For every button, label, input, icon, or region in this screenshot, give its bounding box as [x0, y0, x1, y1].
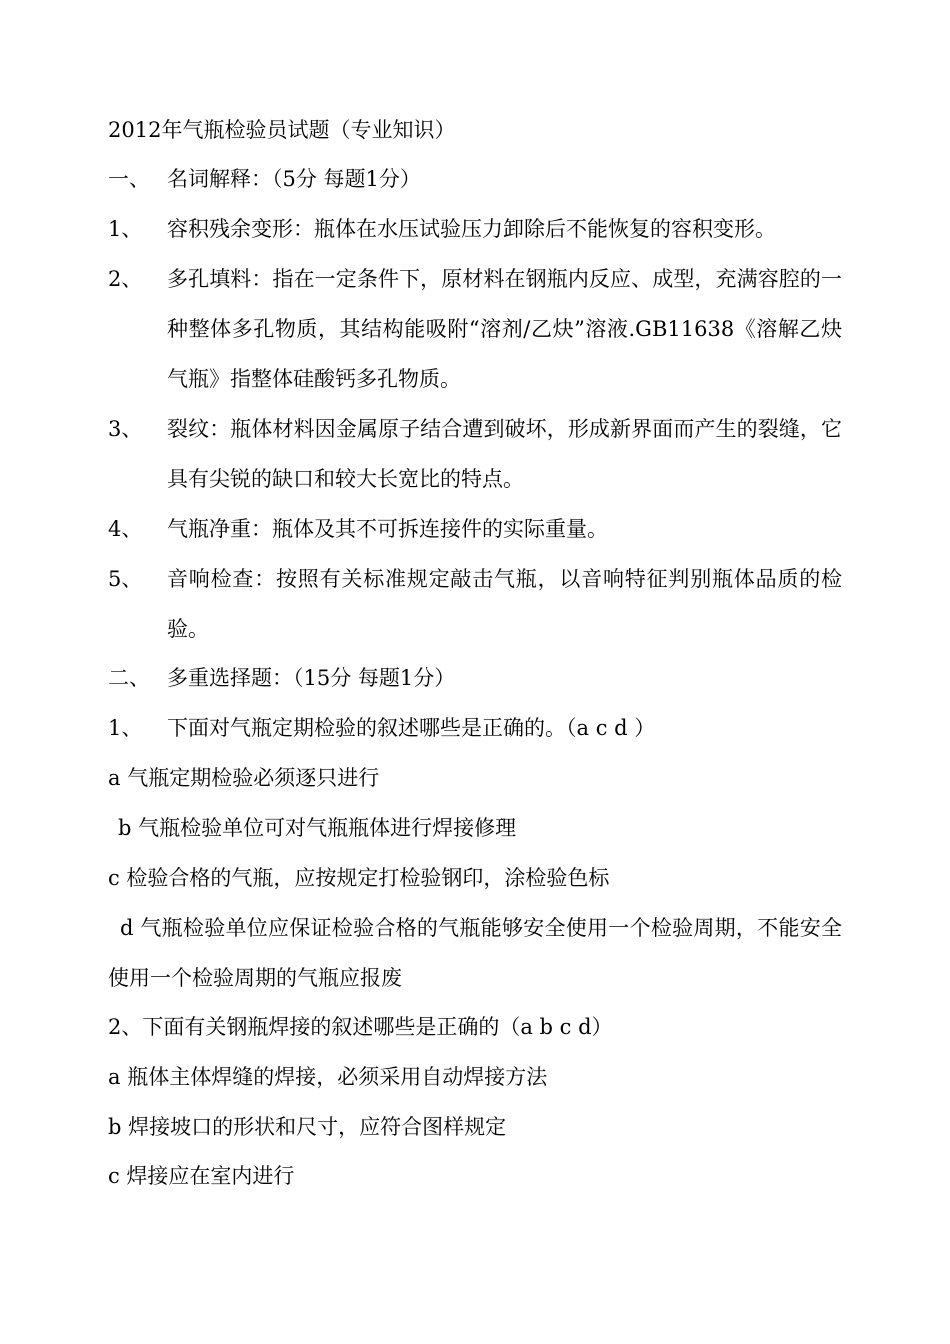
item-number: 5、: [108, 567, 143, 591]
section1-number: 一、: [108, 167, 150, 191]
item-text: 气瓶净重：瓶体及其不可拆连接件的实际重量。: [167, 517, 608, 541]
option-text: b 焊接坡口的形状和尺寸，应符合图样规定: [108, 1115, 507, 1139]
section2-number: 二、: [108, 666, 150, 690]
definition-item-3-text: 裂纹：瓶体材料因金属原子结合遭到破坏，形成新界面而产生的裂缝，它具有尖锐的缺口和较大长宽比的特点。: [167, 417, 842, 491]
option-text: a 气瓶定期检验必须逐只进行: [108, 766, 380, 790]
item-number: 3、: [108, 417, 143, 441]
question-number: 1、: [108, 716, 143, 740]
question-1-option-d: d 气瓶检验单位应保证检验合格的气瓶能够安全使用一个检验周期，不能安全使用一个检验周期的气瓶应报废: [108, 916, 842, 990]
question-text: 2、下面有关钢瓶焊接的叙述哪些是正确的（a b c d）: [108, 1015, 613, 1039]
question-text: 下面对气瓶定期检验的叙述哪些是正确的。（a c d ）: [167, 716, 656, 740]
definition-item-2-text: 多孔填料：指在一定条件下，原材料在钢瓶内反应、成型，充满容腔的一种整体多孔物质，其结构能吸附“溶剂/乙炔”溶液.GB11638《溶解乙炔气瓶》指整体硅酸钙多孔物质。: [167, 267, 842, 391]
section2-heading: 多重选择题：（15分 每题1分）: [167, 666, 456, 690]
document-title: 2012年气瓶检验员试题（专业知识）: [108, 118, 456, 142]
definition-item-5-text: 音响检查：按照有关标准规定敲击气瓶，以音响特征判别瓶体品质的检验。: [167, 567, 842, 641]
option-text: c 检验合格的气瓶，应按规定打检验钢印，涂检验色标: [108, 866, 610, 890]
item-number: 2、: [108, 267, 143, 291]
option-text: a 瓶体主体焊缝的焊接，必须采用自动焊接方法: [108, 1065, 548, 1089]
option-text: c 焊接应在室内进行: [108, 1164, 295, 1188]
item-number: 4、: [108, 517, 143, 541]
item-text: 容积残余变形：瓶体在水压试验压力卸除后不能恢复的容积变形。: [167, 217, 776, 241]
item-number: 1、: [108, 217, 143, 241]
option-text: b 气瓶检验单位可对气瓶瓶体进行焊接修理: [118, 816, 517, 840]
section1-heading: 名词解释：（5分 每题1分）: [167, 167, 421, 191]
